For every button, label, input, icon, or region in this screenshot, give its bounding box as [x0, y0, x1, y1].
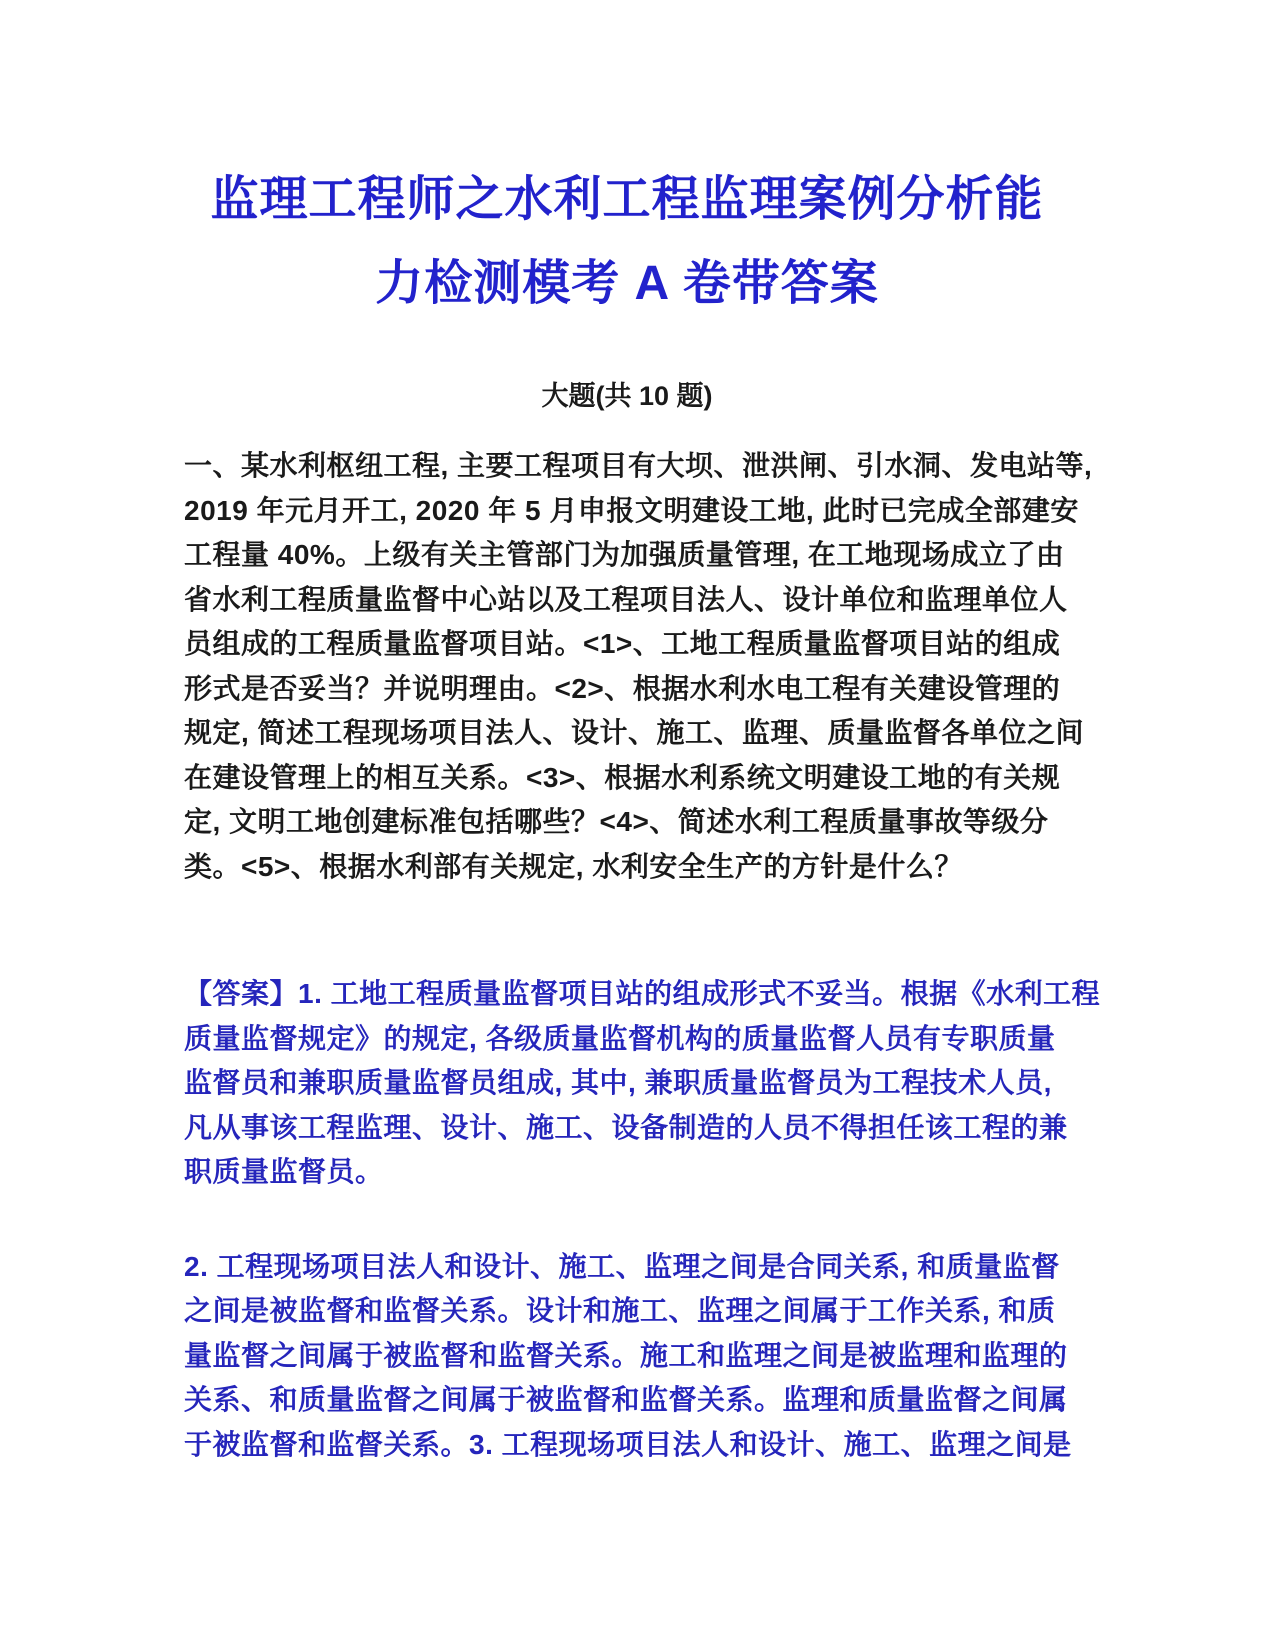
text-line: 2. 工程现场项目法人和设计、施工、监理之间是合同关系, 和质量监督	[184, 1250, 1060, 1282]
text-line: 凡从事该工程监理、设计、施工、设备制造的人员不得担任该工程的兼	[184, 1111, 1068, 1143]
text-line: 员组成的工程质量监督项目站。<1>、工地工程质量监督项目站的组成	[184, 628, 1061, 659]
text-line: 质量监督规定》的规定, 各级质量监督机构的质量监督人员有专职质量	[184, 1022, 1056, 1054]
text-line: 在建设管理上的相互关系。<3>、根据水利系统文明建设工地的有关规	[184, 761, 1061, 793]
text-line: 职质量监督员。	[184, 1156, 384, 1187]
document-title-line-1: 监理工程师之水利工程监理案例分析能	[210, 173, 1044, 226]
question-paragraph	[184, 444, 1093, 889]
text-line: 之间是被监督和监督关系。设计和施工、监理之间属于工作关系, 和质	[184, 1295, 1056, 1326]
text-line: 于被监督和监督关系。3. 工程现场项目法人和设计、施工、监理之间是	[184, 1428, 1072, 1460]
text-line: 形式是否妥当？并说明理由。<2>、根据水利水电工程有关建设管理的	[184, 672, 1061, 704]
text-line: 一、某水利枢纽工程, 主要工程项目有大坝、泄洪闸、引水洞、发电站等,	[184, 450, 1093, 481]
content-column	[184, 0, 1101, 1467]
text-line: 2019 年元月开工, 2020 年 5 月申报文明建设工地, 此时已完成全部建安	[184, 494, 1079, 526]
text-line: 省水利工程质量监督中心站以及工程项目法人、设计单位和监理单位人	[184, 583, 1068, 615]
text-line: 工程量 40%。上级有关主管部门为加强质量管理, 在工地现场成立了由	[184, 539, 1065, 570]
answer-paragraph-2	[184, 1245, 1070, 1468]
text-line: 【答案】1. 工地工程质量监督项目站的组成形式不妥当。根据《水利工程	[184, 978, 1101, 1009]
section-heading: 大题(共 10 题)	[541, 381, 713, 411]
text-line: 规定, 简述工程现场项目法人、设计、施工、监理、质量监督各单位之间	[184, 717, 1085, 748]
text-line: 关系、和质量监督之间属于被监督和监督关系。监理和质量监督之间属	[184, 1384, 1068, 1415]
document-title	[184, 158, 1070, 326]
answer-paragraph-1	[184, 972, 1101, 1195]
text-line: 定, 文明工地创建标准包括哪些？<4>、简述水利工程质量事故等级分	[184, 806, 1049, 837]
text-line: 量监督之间属于被监督和监督关系。施工和监理之间是被监理和监理的	[184, 1339, 1068, 1371]
document-title-line-2: 力检测模考 A 卷带答案	[375, 257, 879, 310]
text-line: 类。<5>、根据水利部有关规定, 水利安全生产的方针是什么？	[184, 850, 963, 882]
text-line: 监督员和兼职质量监督员组成, 其中, 兼职质量监督员为工程技术人员,	[184, 1067, 1052, 1098]
